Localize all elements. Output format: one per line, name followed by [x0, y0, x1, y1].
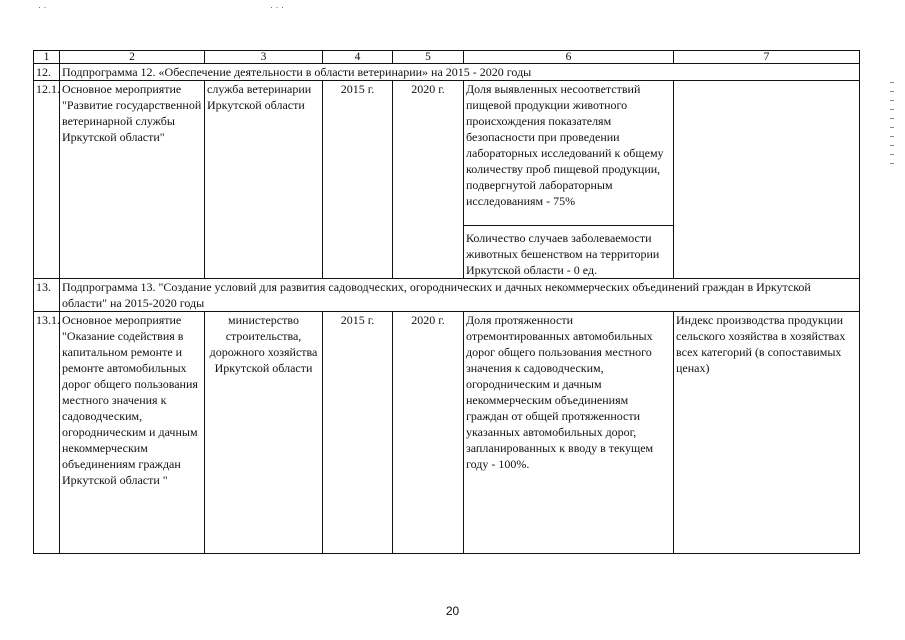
column-number: 5: [393, 51, 464, 64]
executor: служба ветеринарии Иркутской области: [205, 81, 323, 279]
end-year: 2020 г.: [393, 81, 464, 279]
column-number-row: [34, 51, 860, 64]
column-number: 6: [464, 51, 674, 64]
scan-mark-right: · · ·: [270, 2, 284, 12]
column-number: 7: [674, 51, 860, 64]
indicator-text: Доля выявленных несоответствий пищевой продукции животного происхождения показателям безопасности при проведении лабораторных исследований к общему количеству проб пищевой продукции, подвергнутой лабораторным исследованиям - 75%: [466, 82, 664, 208]
subprogram-13-row: [34, 279, 860, 312]
column-number: 4: [323, 51, 393, 64]
start-year: 2015 г.: [323, 81, 393, 279]
end-year: 2020 г.: [393, 312, 464, 554]
executor: министерство строительства, дорожного хозяйства Иркутской области: [205, 312, 323, 554]
row-number: 13.: [34, 279, 60, 312]
activity-name: Основное мероприятие "Развитие государственной ветеринарной службы Иркутской области": [60, 81, 205, 279]
program-indicator: [674, 81, 860, 279]
scan-mark-left: · ·: [38, 2, 47, 12]
subprogram-12-row: [34, 64, 860, 81]
page-number: 20: [445, 604, 460, 618]
activity-12-1-row: [34, 81, 860, 279]
start-year: 2015 г.: [323, 312, 393, 554]
column-number: 1: [34, 51, 60, 64]
program-indicator: Индекс производства продукции сельского хозяйства в хозяйствах всех категорий (в сопоставимых ценах): [674, 312, 860, 554]
scan-edge-artifact: [890, 82, 894, 172]
column-number: 2: [60, 51, 205, 64]
indicator-text: Количество случаев заболеваемости животных бешенством на территории Иркутской области - 0 ед.: [464, 225, 673, 278]
subprogram-title: Подпрограмма 12. «Обеспечение деятельности в области ветеринарии» на 2015 - 2020 годы: [60, 64, 860, 81]
column-number: 3: [205, 51, 323, 64]
indicator-cell: [464, 81, 674, 279]
activity-13-1-row: [34, 312, 860, 554]
program-table: [33, 50, 860, 554]
row-number: 13.1.: [34, 312, 60, 554]
indicator-text: Доля протяженности отремонтированных автомобильных дорог общего пользования местного значения к садоводческим, огородническим и дачным некоммерческим объединениям граждан от общей протяженности указанных автомобильных дорог, запланированных к вводу в текущем году - 100%.: [464, 312, 674, 554]
row-number: 12.: [34, 64, 60, 81]
row-number: 12.1.: [34, 81, 60, 279]
subprogram-title: Подпрограмма 13. "Создание условий для развития садоводческих, огороднических и дачных некоммерческих объединений граждан в Иркутской области" на 2015-2020 годы: [60, 279, 860, 312]
activity-name: Основное мероприятие "Оказание содействия в капитальном ремонте и ремонте автомобильных дорог общего пользования местного значения к садоводческим, огородническим и дачным некоммерческим объединениям граждан Иркутской области ": [60, 312, 205, 554]
